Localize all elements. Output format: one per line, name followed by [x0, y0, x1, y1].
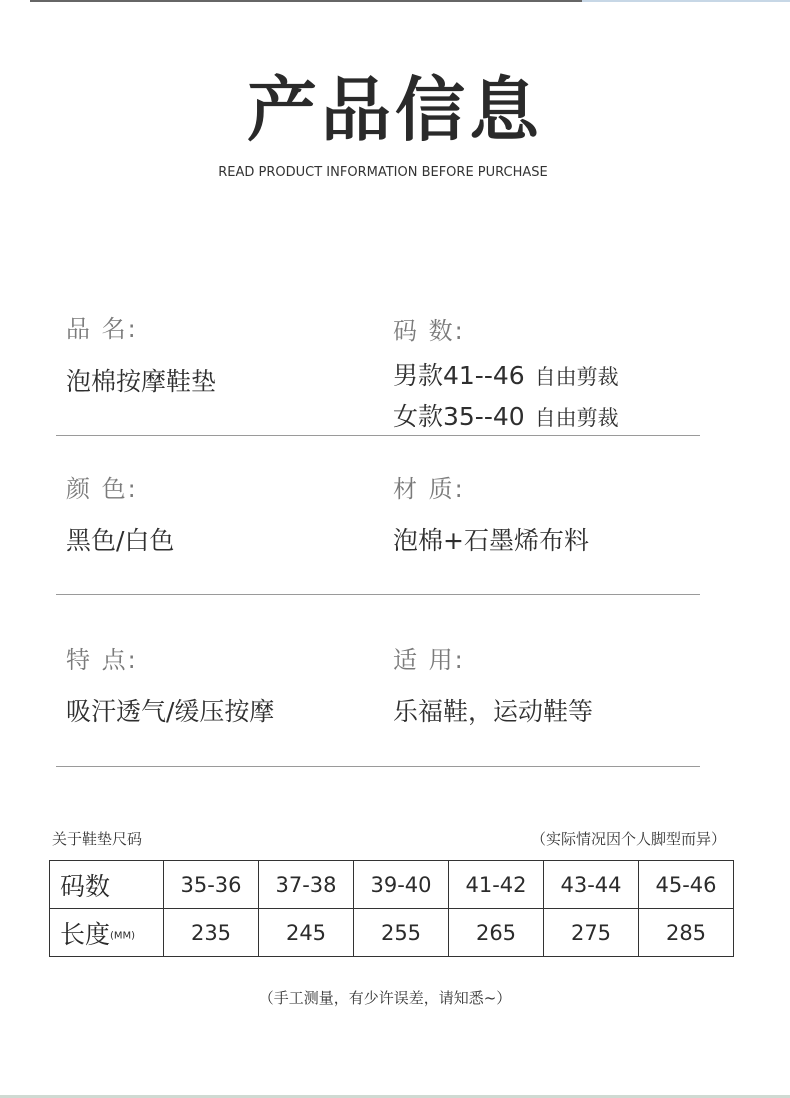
length-unit: (MM)	[110, 930, 136, 941]
size-row-label: 码数	[50, 861, 164, 909]
size-men-value: 男款41--46	[393, 361, 525, 390]
length-cell: 285	[639, 909, 734, 957]
length-cell: 255	[354, 909, 449, 957]
material-label: 材 质:	[393, 475, 465, 503]
usage-value: 乐福鞋，运动鞋等	[393, 697, 594, 726]
size-row	[50, 861, 734, 909]
color-label: 颜 色:	[66, 475, 138, 503]
length-cell: 265	[449, 909, 544, 957]
top-rule-accent	[582, 0, 790, 2]
size-men-line	[393, 358, 619, 395]
feature-label: 特 点:	[66, 646, 138, 674]
size-label: 码 数:	[393, 317, 465, 345]
size-women-value: 女款35--40	[393, 402, 525, 431]
length-cell: 245	[259, 909, 354, 957]
size-cell: 43-44	[544, 861, 639, 909]
page-subtitle: READ PRODUCT INFORMATION BEFORE PURCHASE	[218, 165, 548, 180]
material-value: 泡棉+石墨烯布料	[393, 526, 589, 555]
size-cell: 39-40	[354, 861, 449, 909]
measurement-note: （手工测量，有少许误差，请知悉~）	[258, 989, 512, 1007]
size-men-note: 自由剪裁	[534, 365, 619, 389]
product-name-label: 品 名:	[66, 315, 138, 343]
size-cell: 35-36	[164, 861, 259, 909]
size-chart-caption: 关于鞋垫尺码	[52, 830, 143, 848]
product-name-value: 泡棉按摩鞋垫	[66, 367, 217, 396]
size-cell: 41-42	[449, 861, 544, 909]
size-cell: 37-38	[259, 861, 354, 909]
divider	[56, 766, 700, 767]
usage-label: 适 用:	[393, 646, 465, 674]
length-row-header	[50, 909, 164, 957]
length-cell: 275	[544, 909, 639, 957]
size-women-note: 自由剪裁	[534, 406, 619, 430]
divider	[56, 594, 700, 595]
top-rule	[30, 0, 582, 2]
feature-value: 吸汗透气/缓压按摩	[66, 697, 275, 726]
size-chart-disclaimer: （实际情况因个人脚型而异）	[530, 830, 726, 848]
length-row	[50, 909, 734, 957]
divider	[56, 435, 700, 436]
size-chart-table	[49, 860, 734, 957]
length-cell: 235	[164, 909, 259, 957]
page-title: 产品信息	[247, 69, 543, 151]
size-women-line	[393, 399, 619, 436]
color-value: 黑色/白色	[66, 526, 175, 555]
size-cell: 45-46	[639, 861, 734, 909]
length-row-label: 长度	[60, 919, 111, 949]
